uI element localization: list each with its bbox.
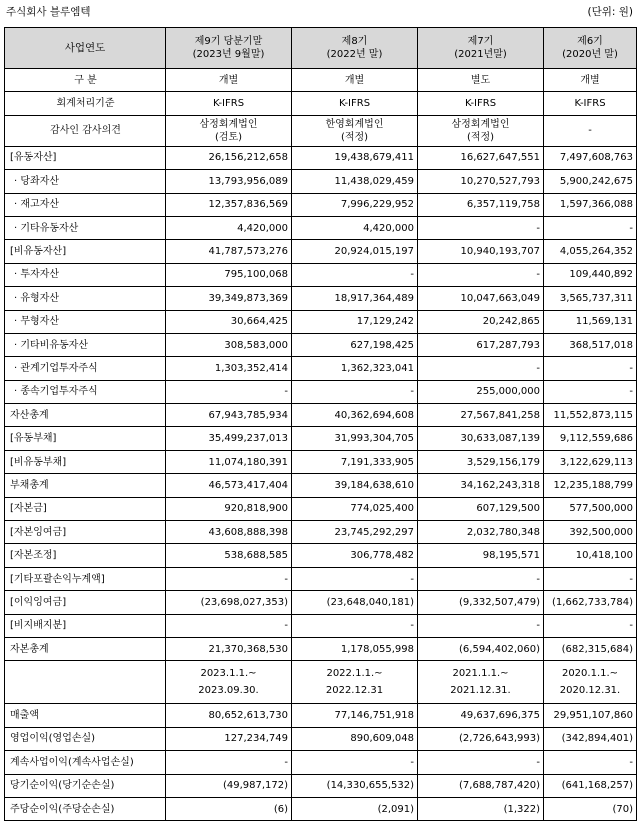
info-cell: 별도	[418, 69, 544, 92]
value-cell: 18,917,364,489	[292, 287, 418, 310]
row-label: [이익잉여금]	[5, 591, 166, 614]
row-label: · 기타비유동자산	[5, 333, 166, 356]
value-cell: 31,993,304,705	[292, 427, 418, 450]
value-cell: 795,100,068	[166, 263, 292, 286]
value-cell: 607,129,500	[418, 497, 544, 520]
income-statement-row	[5, 704, 637, 727]
value-cell: -	[544, 380, 637, 403]
value-cell: 392,500,000	[544, 521, 637, 544]
header-fiscal-year-label: 사업연도	[5, 28, 166, 69]
value-cell: 21,370,368,530	[166, 637, 292, 660]
value-cell: 1,362,323,041	[292, 357, 418, 380]
value-cell: -	[166, 380, 292, 403]
value-cell: 577,500,000	[544, 497, 637, 520]
value-cell: 1,178,055,998	[292, 637, 418, 660]
header-period-0	[166, 28, 292, 69]
balance-sheet-row	[5, 614, 637, 637]
value-cell: 1,303,352,414	[166, 357, 292, 380]
financial-summary-table	[4, 27, 637, 821]
info-cell: K-IFRS	[418, 92, 544, 115]
balance-sheet-row	[5, 427, 637, 450]
value-cell: 17,129,242	[292, 310, 418, 333]
period-cell	[292, 661, 418, 704]
balance-sheet-row	[5, 310, 637, 333]
info-cell: 개별	[166, 69, 292, 92]
balance-sheet-row	[5, 193, 637, 216]
period-to: 2021.12.31.	[450, 685, 511, 697]
row-label: [기타포괄손익누계액]	[5, 567, 166, 590]
period-to: 2023.09.30.	[198, 685, 259, 697]
auditor-row	[5, 115, 637, 146]
balance-sheet-row	[5, 216, 637, 239]
header-period-title: 제6기	[577, 36, 603, 47]
value-cell: (49,987,172)	[166, 774, 292, 797]
row-label: · 당좌자산	[5, 170, 166, 193]
value-cell: 46,573,417,404	[166, 474, 292, 497]
value-cell: 774,025,400	[292, 497, 418, 520]
value-cell: -	[418, 567, 544, 590]
row-label: [자본금]	[5, 497, 166, 520]
auditor-row-label: 감사인 감사의견	[5, 115, 166, 146]
value-cell: 10,418,100	[544, 544, 637, 567]
value-cell: -	[292, 614, 418, 637]
value-cell: 627,198,425	[292, 333, 418, 356]
value-cell: (2,726,643,993)	[418, 727, 544, 750]
header-row	[5, 28, 637, 69]
header-period-2	[418, 28, 544, 69]
header-period-title: 제7기	[467, 36, 494, 47]
auditor-opinion: (적정)	[466, 131, 495, 143]
value-cell: -	[544, 614, 637, 637]
value-cell: 920,818,900	[166, 497, 292, 520]
value-cell: 11,438,029,459	[292, 170, 418, 193]
value-cell: 19,438,679,411	[292, 146, 418, 169]
value-cell: -	[544, 751, 637, 774]
auditor-name: 삼정회계법인	[199, 118, 258, 130]
value-cell: 40,362,694,608	[292, 404, 418, 427]
row-label: · 유형자산	[5, 287, 166, 310]
value-cell: -	[544, 357, 637, 380]
period-cell	[418, 661, 544, 704]
row-label: · 무형자산	[5, 310, 166, 333]
info-cell: K-IFRS	[166, 92, 292, 115]
value-cell: 39,184,638,610	[292, 474, 418, 497]
value-cell: -	[544, 567, 637, 590]
value-cell: 11,552,873,115	[544, 404, 637, 427]
value-cell: 3,529,156,179	[418, 450, 544, 473]
row-label: [자본조정]	[5, 544, 166, 567]
value-cell: 41,787,573,276	[166, 240, 292, 263]
value-cell: 3,565,737,311	[544, 287, 637, 310]
header-period-date: (2021년말)	[454, 49, 507, 60]
balance-sheet-row	[5, 474, 637, 497]
row-label: · 관계기업투자주식	[5, 357, 166, 380]
header-period-1	[292, 28, 418, 69]
value-cell: 98,195,571	[418, 544, 544, 567]
row-label: · 기타유동자산	[5, 216, 166, 239]
balance-sheet-row	[5, 591, 637, 614]
auditor-opinion: (검토)	[214, 131, 243, 143]
period-to: 2020.12.31.	[559, 685, 621, 697]
value-cell: (641,168,257)	[544, 774, 637, 797]
income-statement-row	[5, 774, 637, 797]
row-label: 영업이익(영업손실)	[5, 727, 166, 750]
value-cell: 10,270,527,793	[418, 170, 544, 193]
company-caption: 주식회사 블루엠텍	[6, 6, 91, 18]
value-cell: (1,322)	[418, 797, 544, 820]
value-cell: 5,900,242,675	[544, 170, 637, 193]
value-cell: 35,499,237,013	[166, 427, 292, 450]
value-cell: 890,609,048	[292, 727, 418, 750]
auditor-opinion: (적정)	[340, 131, 369, 143]
balance-sheet-row	[5, 240, 637, 263]
period-to: 2022.12.31	[325, 685, 384, 697]
value-cell: 10,940,193,707	[418, 240, 544, 263]
value-cell: -	[418, 614, 544, 637]
balance-sheet-row	[5, 263, 637, 286]
value-cell: 538,688,585	[166, 544, 292, 567]
row-label: [유동부채]	[5, 427, 166, 450]
income-statement-row	[5, 797, 637, 820]
row-label: [유동자산]	[5, 146, 166, 169]
info-cell: K-IFRS	[544, 92, 637, 115]
value-cell: 368,517,018	[544, 333, 637, 356]
unit-caption: (단위: 원)	[587, 6, 633, 18]
period-from: 2020.1.1.~	[561, 668, 619, 680]
auditor-cell	[166, 115, 292, 146]
value-cell: 12,235,188,799	[544, 474, 637, 497]
value-cell: (23,648,040,181)	[292, 591, 418, 614]
balance-sheet-row	[5, 287, 637, 310]
period-from: 2022.1.1.~	[326, 668, 383, 680]
header-period-date: (2023년 9월말)	[192, 49, 265, 60]
value-cell: 306,778,482	[292, 544, 418, 567]
value-cell: 49,637,696,375	[418, 704, 544, 727]
value-cell: 10,047,663,049	[418, 287, 544, 310]
auditor-name: -	[588, 125, 592, 137]
header-period-title: 제8기	[341, 36, 368, 47]
income-statement-row	[5, 751, 637, 774]
value-cell: -	[166, 614, 292, 637]
value-cell: -	[166, 751, 292, 774]
row-label: 계속사업이익(계속사업손실)	[5, 751, 166, 774]
value-cell: 77,146,751,918	[292, 704, 418, 727]
info-row	[5, 92, 637, 115]
row-label: 당기순이익(당기순손실)	[5, 774, 166, 797]
auditor-cell	[544, 115, 637, 146]
row-label: [비유동부채]	[5, 450, 166, 473]
value-cell: (9,332,507,479)	[418, 591, 544, 614]
balance-sheet-row	[5, 333, 637, 356]
balance-sheet-row	[5, 637, 637, 660]
value-cell: 6,357,119,758	[418, 193, 544, 216]
value-cell: 127,234,749	[166, 727, 292, 750]
value-cell: 23,745,292,297	[292, 521, 418, 544]
value-cell: (1,662,733,784)	[544, 591, 637, 614]
value-cell: -	[418, 263, 544, 286]
value-cell: (682,315,684)	[544, 637, 637, 660]
value-cell: -	[418, 751, 544, 774]
value-cell: -	[418, 216, 544, 239]
value-cell: 4,420,000	[166, 216, 292, 239]
value-cell: (70)	[544, 797, 637, 820]
row-label: 자산총계	[5, 404, 166, 427]
period-row-label	[5, 661, 166, 704]
value-cell: 80,652,613,730	[166, 704, 292, 727]
value-cell: (7,688,787,420)	[418, 774, 544, 797]
value-cell: (6)	[166, 797, 292, 820]
value-cell: 308,583,000	[166, 333, 292, 356]
value-cell: 1,597,366,088	[544, 193, 637, 216]
value-cell: 67,943,785,934	[166, 404, 292, 427]
value-cell: 7,191,333,905	[292, 450, 418, 473]
value-cell: 617,287,793	[418, 333, 544, 356]
value-cell: -	[166, 567, 292, 590]
row-label: · 재고자산	[5, 193, 166, 216]
value-cell: 20,924,015,197	[292, 240, 418, 263]
row-label: 매출액	[5, 704, 166, 727]
value-cell: (2,091)	[292, 797, 418, 820]
value-cell: 29,951,107,860	[544, 704, 637, 727]
balance-sheet-row	[5, 380, 637, 403]
balance-sheet-row	[5, 146, 637, 169]
row-label: [자본잉여금]	[5, 521, 166, 544]
header-period-date: (2020년 말)	[562, 49, 618, 60]
value-cell: 11,569,131	[544, 310, 637, 333]
balance-sheet-row	[5, 450, 637, 473]
value-cell: 2,032,780,348	[418, 521, 544, 544]
value-cell: 4,055,264,352	[544, 240, 637, 263]
row-label: · 투자자산	[5, 263, 166, 286]
auditor-cell	[418, 115, 544, 146]
period-cell	[166, 661, 292, 704]
info-row-label: 구 분	[5, 69, 166, 92]
value-cell: (23,698,027,353)	[166, 591, 292, 614]
value-cell: 26,156,212,658	[166, 146, 292, 169]
value-cell: (14,330,655,532)	[292, 774, 418, 797]
period-cell	[544, 661, 637, 704]
balance-sheet-row	[5, 544, 637, 567]
auditor-name: 삼정회계법인	[451, 118, 510, 130]
value-cell: -	[292, 263, 418, 286]
period-row	[5, 661, 637, 704]
value-cell: 34,162,243,318	[418, 474, 544, 497]
value-cell: 9,112,559,686	[544, 427, 637, 450]
value-cell: (342,894,401)	[544, 727, 637, 750]
info-row-label: 회계처리기준	[5, 92, 166, 115]
value-cell: -	[292, 751, 418, 774]
info-cell: 개별	[292, 69, 418, 92]
value-cell: 4,420,000	[292, 216, 418, 239]
header-period-date: (2022년 말)	[326, 49, 383, 60]
row-label: 부채총계	[5, 474, 166, 497]
value-cell: 20,242,865	[418, 310, 544, 333]
value-cell: 16,627,647,551	[418, 146, 544, 169]
value-cell: 27,567,841,258	[418, 404, 544, 427]
header-period-title: 제9기 당분기말	[194, 36, 263, 47]
value-cell: 11,074,180,391	[166, 450, 292, 473]
value-cell: (6,594,402,060)	[418, 637, 544, 660]
value-cell: -	[292, 380, 418, 403]
income-statement-row	[5, 727, 637, 750]
value-cell: 255,000,000	[418, 380, 544, 403]
auditor-cell	[292, 115, 418, 146]
value-cell: -	[418, 357, 544, 380]
value-cell: 7,497,608,763	[544, 146, 637, 169]
info-cell: K-IFRS	[292, 92, 418, 115]
balance-sheet-row	[5, 404, 637, 427]
value-cell: 39,349,873,369	[166, 287, 292, 310]
row-label: [비지배지분]	[5, 614, 166, 637]
value-cell: 3,122,629,113	[544, 450, 637, 473]
balance-sheet-row	[5, 521, 637, 544]
row-label: [비유동자산]	[5, 240, 166, 263]
value-cell: 109,440,892	[544, 263, 637, 286]
value-cell: 13,793,956,089	[166, 170, 292, 193]
balance-sheet-row	[5, 567, 637, 590]
info-cell: 개별	[544, 69, 637, 92]
header-period-3	[544, 28, 637, 69]
period-from: 2021.1.1.~	[452, 668, 509, 680]
row-label: 주당순이익(주당순손실)	[5, 797, 166, 820]
balance-sheet-row	[5, 170, 637, 193]
info-row	[5, 69, 637, 92]
period-from: 2023.1.1.~	[200, 668, 257, 680]
row-label: · 종속기업투자주식	[5, 380, 166, 403]
balance-sheet-row	[5, 357, 637, 380]
value-cell: 43,608,888,398	[166, 521, 292, 544]
balance-sheet-row	[5, 497, 637, 520]
value-cell: 7,996,229,952	[292, 193, 418, 216]
value-cell: 30,664,425	[166, 310, 292, 333]
value-cell: -	[544, 216, 637, 239]
value-cell: 30,633,087,139	[418, 427, 544, 450]
value-cell: 12,357,836,569	[166, 193, 292, 216]
row-label: 자본총계	[5, 637, 166, 660]
auditor-name: 한영회계법인	[325, 118, 384, 130]
value-cell: -	[292, 567, 418, 590]
